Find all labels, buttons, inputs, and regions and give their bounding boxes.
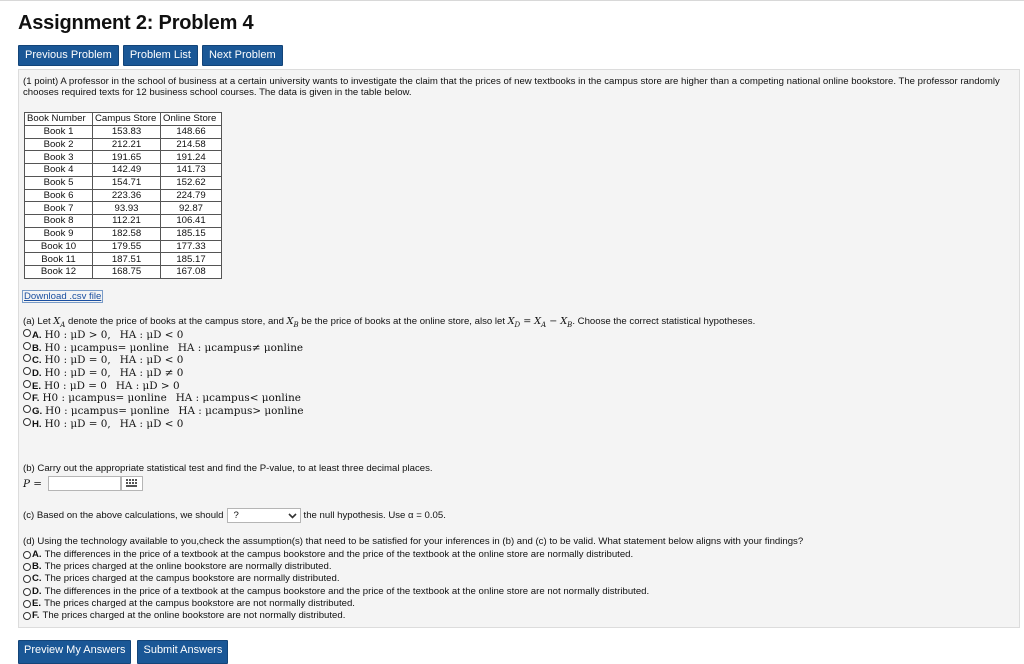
option-letter: F.	[32, 609, 40, 621]
part-b-question: (b) Carry out the appropriate statistical test and find the P-value, to at least three decimal places.	[23, 463, 433, 474]
part-a-option[interactable]	[23, 405, 304, 418]
option-letter: B.	[32, 342, 42, 354]
option-letter: A.	[32, 549, 42, 560]
var-xd-letter: X	[507, 316, 515, 327]
radio-button[interactable]	[23, 380, 31, 388]
option-letter: B.	[32, 561, 42, 573]
table-row	[25, 266, 222, 279]
preview-answers-button[interactable]: Preview My Answers	[18, 640, 131, 664]
radio-button[interactable]	[23, 551, 31, 559]
var-xd-eq	[508, 316, 573, 327]
part-d-option[interactable]	[23, 549, 649, 561]
radio-button[interactable]	[23, 392, 31, 400]
campus-price-cell: 191.65	[93, 151, 161, 164]
option-letter: G.	[32, 406, 43, 418]
book-number-cell: Book 11	[25, 253, 93, 266]
problem-panel	[18, 69, 1020, 628]
alternative-hypothesis: HA : μcampus≠ μonline	[177, 341, 304, 354]
book-number-cell: Book 2	[25, 138, 93, 151]
online-price-cell: 185.17	[161, 253, 222, 266]
part-a-text-4: . Choose the correct statistical hypotheses.	[572, 316, 756, 327]
problem-intro: (1 point) A professor in the school of business at a certain university wants to investigate the claim that the prices of new textbooks in the campus store are higher than a competing national online bookstore. The professor randomly chooses required texts for 12 business school courses. The data is given in the table below.	[23, 76, 1000, 99]
option-letter: H.	[32, 418, 42, 430]
online-price-cell: 148.66	[161, 125, 222, 138]
option-letter: F.	[32, 393, 40, 405]
option-letter: C.	[32, 573, 42, 585]
part-d-option[interactable]	[23, 573, 649, 585]
online-price-cell: 177.33	[161, 240, 222, 253]
online-price-cell: 185.15	[161, 227, 222, 240]
table-row	[25, 138, 222, 151]
campus-price-cell: 179.55	[93, 240, 161, 253]
radio-button[interactable]	[23, 367, 31, 375]
data-table	[24, 112, 222, 279]
problem-nav	[18, 45, 283, 66]
table-row	[25, 215, 222, 228]
eq-minus-sub: B	[567, 320, 573, 329]
page-title: Assignment 2: Problem 4	[18, 12, 254, 34]
table-row	[25, 240, 222, 253]
null-hypothesis: H0 : μD = 0,	[44, 367, 111, 380]
campus-price-cell: 93.93	[93, 202, 161, 215]
null-hypothesis: H0 : μcampus= μonline	[45, 405, 170, 418]
part-c-text-before: (c) Based on the above calculations, we should	[23, 510, 224, 521]
part-a-options	[23, 329, 304, 431]
problem-list-button[interactable]: Problem List	[123, 45, 198, 66]
radio-button[interactable]	[23, 575, 31, 583]
campus-price-cell: 142.49	[93, 164, 161, 177]
alternative-hypothesis: HA : μD > 0	[115, 379, 180, 392]
var-xa-letter: X	[53, 316, 61, 327]
keypad-icon	[126, 479, 138, 488]
online-price-cell: 141.73	[161, 164, 222, 177]
alternative-hypothesis: HA : μcampus< μonline	[175, 392, 301, 405]
var-xb-sub: B	[293, 320, 299, 329]
campus-price-cell: 168.75	[93, 266, 161, 279]
part-d-option[interactable]	[23, 586, 649, 598]
option-text: The prices charged at the online bookstore are normally distributed.	[44, 561, 332, 573]
campus-price-cell: 212.21	[93, 138, 161, 151]
campus-price-cell: 112.21	[93, 215, 161, 228]
hypothesis-decision-select[interactable]	[227, 508, 301, 523]
table-row	[25, 164, 222, 177]
option-letter: C.	[32, 355, 42, 367]
part-d-options	[23, 549, 649, 622]
radio-button[interactable]	[23, 418, 31, 426]
null-hypothesis: H0 : μcampus= μonline	[44, 341, 169, 354]
part-d-option[interactable]	[23, 598, 649, 610]
header-online-store: Online Store	[161, 113, 222, 126]
table-row	[25, 151, 222, 164]
option-text: The prices charged at the campus bookstore are normally distributed.	[44, 573, 340, 585]
table-row	[25, 253, 222, 266]
book-number-cell: Book 9	[25, 227, 93, 240]
previous-problem-button[interactable]: Previous Problem	[18, 45, 119, 66]
null-hypothesis: H0 : μD > 0,	[44, 329, 111, 341]
online-price-cell: 214.58	[161, 138, 222, 151]
part-c-text-after: the null hypothesis. Use α = 0.05.	[303, 510, 446, 521]
alternative-hypothesis: HA : μD ≠ 0	[119, 367, 184, 380]
table-header-row	[25, 113, 222, 126]
campus-price-cell: 223.36	[93, 189, 161, 202]
radio-button[interactable]	[23, 354, 31, 362]
option-text: The differences in the price of a textbook at the campus bookstore and the price of the textbook at the online store are normally distributed.	[44, 549, 634, 560]
part-a-question	[23, 316, 1013, 329]
p-value-input[interactable]	[48, 476, 121, 491]
table-row	[25, 227, 222, 240]
part-a-option[interactable]	[23, 392, 304, 405]
radio-button[interactable]	[23, 329, 31, 337]
chevron-down-icon	[288, 513, 297, 519]
part-a-option[interactable]	[23, 380, 304, 393]
header-book-number: Book Number	[25, 113, 93, 126]
book-number-cell: Book 3	[25, 151, 93, 164]
eq-minus: − X	[546, 316, 568, 327]
equation-editor-button[interactable]	[121, 476, 143, 491]
download-csv-link[interactable]: Download .csv file	[24, 291, 102, 302]
null-hypothesis: H0 : μD = 0,	[44, 417, 111, 430]
part-a-option[interactable]	[23, 418, 304, 431]
part-a-option[interactable]	[23, 329, 304, 342]
radio-button[interactable]	[23, 600, 31, 608]
part-a-option[interactable]	[23, 342, 304, 355]
radio-button[interactable]	[23, 612, 31, 620]
option-text: The differences in the price of a textbook at the campus bookstore and the price of the textbook at the online store are not normally distributed.	[44, 585, 650, 597]
p-label: P =	[23, 477, 43, 490]
null-hypothesis: H0 : μcampus= μonline	[42, 392, 167, 405]
p-value-row	[23, 476, 143, 491]
part-c-question	[23, 508, 446, 523]
campus-price-cell: 182.58	[93, 227, 161, 240]
option-letter: A.	[32, 330, 42, 341]
var-xd-sub: D	[514, 320, 521, 329]
alternative-hypothesis: HA : μD < 0	[119, 417, 184, 430]
select-value: ?	[233, 510, 239, 521]
option-letter: E.	[32, 380, 42, 392]
radio-button[interactable]	[23, 563, 31, 571]
part-a-option[interactable]	[23, 354, 304, 367]
eq-rest: = X	[520, 316, 542, 327]
part-d-option[interactable]	[23, 610, 649, 622]
book-number-cell: Book 4	[25, 164, 93, 177]
alternative-hypothesis: HA : μcampus> μonline	[178, 405, 304, 418]
eq-rest-sub: A	[541, 320, 547, 329]
campus-price-cell: 154.71	[93, 176, 161, 189]
book-number-cell: Book 12	[25, 266, 93, 279]
part-a-text-1: (a) Let	[23, 316, 54, 327]
header-campus-store: Campus Store	[93, 113, 161, 126]
online-price-cell: 152.62	[161, 176, 222, 189]
part-a-text-2: denote the price of books at the campus store, and	[65, 316, 287, 327]
part-d-question: (d) Using the technology available to you,check the assumption(s) that need to be satisfied for your inferences in (b) and (c) to be valid. What statement below aligns with your findings?	[23, 536, 804, 547]
campus-price-cell: 153.83	[93, 125, 161, 138]
table-row	[25, 125, 222, 138]
radio-button[interactable]	[23, 588, 31, 596]
part-a-option[interactable]	[23, 367, 304, 380]
part-d-option[interactable]	[23, 561, 649, 573]
radio-button[interactable]	[23, 342, 31, 350]
alternative-hypothesis: HA : μD < 0	[119, 354, 184, 367]
table-row	[25, 189, 222, 202]
book-number-cell: Book 7	[25, 202, 93, 215]
online-price-cell: 224.79	[161, 189, 222, 202]
option-letter: D.	[32, 368, 42, 380]
option-text: The prices charged at the campus bookstore are not normally distributed.	[44, 597, 355, 609]
book-number-cell: Book 1	[25, 125, 93, 138]
table-body	[25, 125, 222, 278]
online-price-cell: 106.41	[161, 215, 222, 228]
null-hypothesis: H0 : μD = 0	[44, 379, 107, 392]
next-problem-button[interactable]: Next Problem	[202, 45, 283, 66]
option-text: The prices charged at the online bookstore are not normally distributed.	[42, 609, 346, 621]
book-number-cell: Book 8	[25, 215, 93, 228]
book-number-cell: Book 5	[25, 176, 93, 189]
part-a-text-3: be the price of books at the online store, also let	[298, 316, 508, 327]
top-divider	[0, 0, 1024, 1]
option-letter: D.	[32, 585, 42, 597]
submit-answers-button[interactable]: Submit Answers	[137, 640, 228, 664]
null-hypothesis: H0 : μD = 0,	[44, 354, 111, 367]
alternative-hypothesis: HA : μD < 0	[119, 329, 184, 341]
online-price-cell: 167.08	[161, 266, 222, 279]
book-number-cell: Book 6	[25, 189, 93, 202]
var-xa-sub: A	[60, 320, 66, 329]
var-xb	[287, 316, 299, 327]
table-row	[25, 176, 222, 189]
var-xb-letter: X	[286, 316, 294, 327]
book-number-cell: Book 10	[25, 240, 93, 253]
radio-button[interactable]	[23, 405, 31, 413]
table-row	[25, 202, 222, 215]
online-price-cell: 191.24	[161, 151, 222, 164]
option-letter: E.	[32, 597, 42, 609]
var-xa	[53, 316, 65, 327]
online-price-cell: 92.87	[161, 202, 222, 215]
campus-price-cell: 187.51	[93, 253, 161, 266]
submit-area	[18, 640, 228, 664]
